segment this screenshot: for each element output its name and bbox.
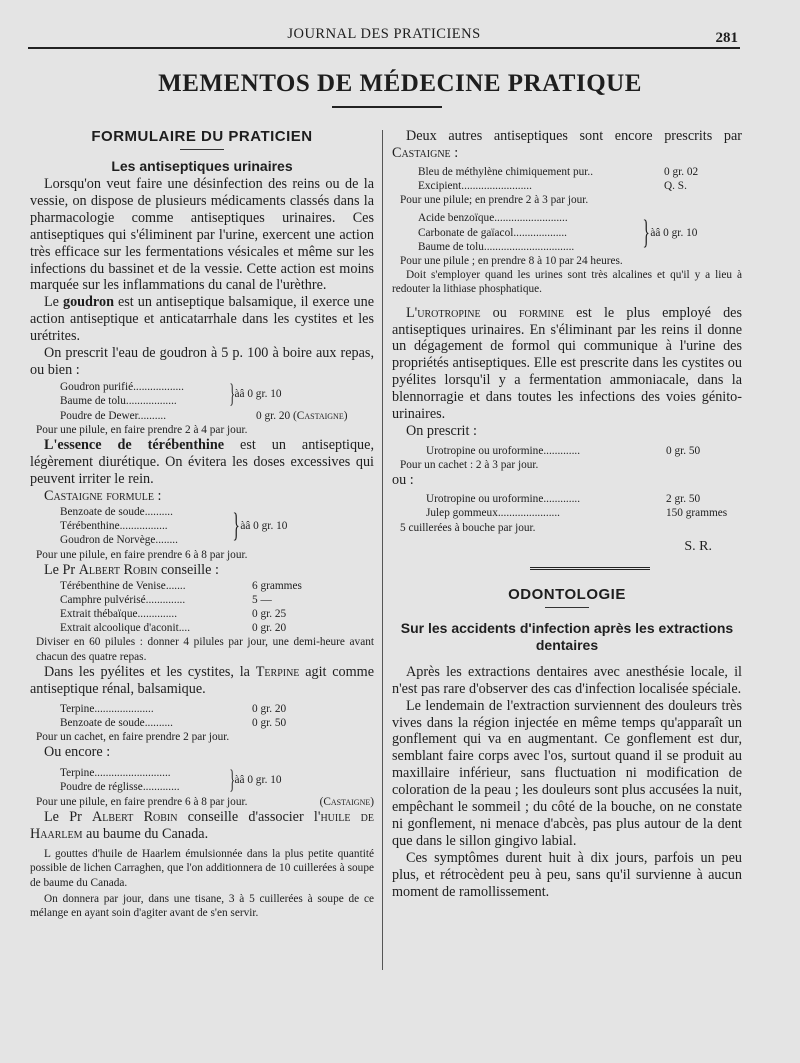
rx-quantity: 150 grammes <box>666 507 728 520</box>
paragraph: Castaigne formule : <box>44 488 162 504</box>
rx-quantity: 2 gr. 50 <box>666 493 701 506</box>
rx-note-row <box>30 795 374 809</box>
prescription-block <box>30 579 374 636</box>
paragraph: ou : <box>392 472 414 489</box>
rx-ingredient: Acide benzoïque.......................... <box>418 212 568 225</box>
section-rule <box>180 149 224 150</box>
rx-note: Pour une pilule, en faire prendre 6 à 8 par jour. <box>36 796 248 809</box>
rx-ingredient: Urotropine ou uroformine............. <box>426 493 581 506</box>
rx-quantity: 0 gr. 20 <box>252 702 287 715</box>
paragraph: Ces symptômes durent huit à dix jours, parfois un peu plus, et rétrocèdent peu à peu, sans qu'il survienne à aucun moment de ramollissement. <box>392 849 742 900</box>
paragraph: On prescrit : <box>406 422 477 439</box>
prescription-block <box>30 702 374 730</box>
column-divider <box>382 130 383 970</box>
rx-note: Diviser en 60 pilules : donner 4 pilules par jour, une demi-heure avant chacun des quatre repas. <box>36 636 374 663</box>
rx-quantity: 0 gr. 20 <box>252 622 287 635</box>
page-number: 281 <box>715 30 738 46</box>
subsection-heading: Les antiseptiques urinaires <box>111 158 293 174</box>
rx-quantity: àâ 0 gr. 10 <box>240 520 288 533</box>
rx-ingredient: Extrait alcoolique d'aconit.... <box>60 622 191 635</box>
rx-source: (Castaigne) <box>293 409 348 422</box>
paragraph: L'essence de térébenthine est un antiseptique, légèrement diurétique. On évitera les doses excessives qui peuvent irriter le rein. <box>30 437 374 488</box>
formula-note: L gouttes d'huile de Haarlem émulsionnée dans la plus petite quantité possible de lichen Carraghen, que l'on additionnera de 10 cuillerées à soupe de baume du Canada. <box>30 848 374 889</box>
rx-ingredient: Poudre de Dewer.......... <box>60 409 167 422</box>
journal-title: JOURNAL DES PRATICIENS <box>287 26 481 42</box>
rx-ingredient: Extrait thébaïque.............. <box>60 608 178 621</box>
rx-ingredient: Terpine........................... <box>60 766 171 779</box>
rx-quantity: 6 grammes <box>252 579 302 592</box>
rx-ingredient: Goudron de Norvège........ <box>60 534 178 547</box>
paragraph: Ou encore : <box>44 744 111 761</box>
rx-quantity: 0 gr. 02 <box>664 165 699 178</box>
author-signature: S. R. <box>684 538 712 554</box>
bold-term: L'essence de térébenthine <box>44 437 225 454</box>
rx-ingredient: Baume de tolu................................ <box>418 240 575 253</box>
page-title: MEMENTOS DE MÉDECINE PRATIQUE <box>158 70 642 97</box>
formula-note: On donnera par jour, dans une tisane, 3 à 5 cuillerées à soupe de ce mélange en ayant soin d'agiter avant de s'en servir. <box>30 892 374 919</box>
prescription-block <box>392 444 742 458</box>
paragraph: Dans les pyélites et les cystites, la Terpine agit comme antiseptique rénal, balsamique. <box>30 663 374 697</box>
rx-ingredient: Benzoate de soude.......... <box>60 505 173 518</box>
rx-quantity: àâ 0 gr. 10 <box>234 387 282 400</box>
rx-ingredient: Terpine..................... <box>60 702 154 715</box>
title-rule <box>332 106 442 108</box>
running-head <box>30 26 738 48</box>
section-heading-formulaire: FORMULAIRE DU PRATICIEN <box>91 128 313 145</box>
rx-quantity: àâ 0 gr. 10 <box>650 226 698 239</box>
brace-glyph: } <box>229 378 236 408</box>
rx-ingredient: Térébenthine................. <box>60 520 168 533</box>
rx-quantity: 0 gr. 50 <box>666 444 701 457</box>
rx-quantity: 0 gr. 50 <box>252 716 287 729</box>
bold-term: goudron <box>62 294 114 311</box>
prescription-block <box>30 379 374 423</box>
rx-note: Pour un cachet : 2 à 3 par jour. <box>400 459 539 472</box>
rx-ingredient: Poudre de réglisse............. <box>60 781 180 794</box>
section-separator <box>530 567 650 570</box>
right-column <box>392 128 742 901</box>
rx-note: 5 cuillerées à bouche par jour. <box>400 521 536 534</box>
rx-quantity: Q. S. <box>664 180 687 193</box>
rx-quantity: 0 gr. 20 <box>256 409 291 422</box>
rx-quantity: 5 — <box>252 593 272 606</box>
rx-ingredient: Camphre pulvérisé.............. <box>60 593 186 606</box>
paragraph: Le goudron est un antiseptique balsamique, il exerce une action antiseptique et anticatarrhale dans les cystites et les urétrites. <box>30 294 374 345</box>
rx-note: Pour une pilule; en prendre 2 à 3 par jour. <box>400 194 589 207</box>
rx-note: Pour une pilule, en faire prendre 2 à 4 par jour. <box>36 424 248 437</box>
rx-ingredient: Térébenthine de Venise....... <box>60 579 186 592</box>
rx-quantity: àâ 0 gr. 10 <box>234 774 282 787</box>
rx-note: Doit s'employer quand les urines sont très alcalines et qu'il y a lieu à redouter la lithiase phosphatique. <box>392 269 742 296</box>
rx-note: Pour une pilule, en faire prendre 6 à 8 par jour. <box>36 548 248 561</box>
paragraph: Deux autres antiseptiques sont encore prescrits par Castaigne : <box>392 128 742 161</box>
brace-glyph: } <box>642 213 650 251</box>
section-heading-odontologie: ODONTOLOGIE <box>508 585 626 603</box>
paragraph: Le Pr Albert Robin conseille : <box>44 561 219 578</box>
rx-ingredient: Baume de tolu.................. <box>60 394 177 407</box>
brace-glyph: } <box>232 507 240 545</box>
prescription-block <box>392 211 742 254</box>
paragraph: Lorsqu'on veut faire une désinfection des reins ou de la vessie, on dispose de plusieurs médicaments classés dans la pharmacologie comme antiseptiques urinaires. Ces antiseptiques qui s'éliminent par l'urine, exercent une action très efficace sur les fermentations vésicales et même sur les infections du bassinet et de la vessie. Cette action est moins marquée sur les inflammations du canal de l'urèthre. <box>30 176 374 294</box>
prescription-block <box>392 165 742 193</box>
header-rule <box>28 47 740 49</box>
rx-ingredient: Julep gommeux...................... <box>426 507 560 520</box>
left-column <box>30 128 374 920</box>
section-rule <box>545 607 589 608</box>
paragraph: Le Pr Albert Robin conseille d'associer l'huile de Haarlem au baume du Canada. <box>30 809 374 843</box>
rx-note: Pour une pilule ; en prendre 8 à 10 par 24 heures. <box>400 255 623 268</box>
brace-glyph: } <box>229 765 236 795</box>
rx-ingredient: Bleu de méthylène chimiquement pur.. <box>418 165 594 178</box>
paragraph: On prescrit l'eau de goudron à 5 p. 100 à boire aux repas, ou bien : <box>30 345 374 378</box>
rx-ingredient: Goudron purifié.................. <box>60 380 184 393</box>
rx-ingredient: Benzoate de soude.......... <box>60 716 173 729</box>
rx-source: (Castaigne) <box>319 796 374 809</box>
rx-ingredient: Carbonate de gaïacol................... <box>418 226 568 239</box>
rx-note: Pour un cachet, en faire prendre 2 par jour. <box>36 731 230 744</box>
rx-quantity: 0 gr. 25 <box>252 608 287 621</box>
prescription-block <box>30 505 374 548</box>
prescription-block <box>392 492 742 520</box>
paragraph: Le lendemain de l'extraction surviennent des douleurs très vives dans la région injectée en même temps qu'apparaît un gonflement qui va en augmentant. Ce gonflement est dur, semblant faire corps avec l'os, surtout quand il se produit au maxillaire inférieur, sans fluctuation ni modification de coloration de la peau ; les douleurs sont plus accusées la nuit, empêchant le sommeil ; du côté de la bouche, on ne constate ni gonflement, ni menace d'abcès, pas plus autour de la dent que dans le sillon gingivo labial. <box>392 697 742 849</box>
prescription-block <box>30 765 374 795</box>
rx-ingredient: Urotropine ou uroformine............. <box>426 444 581 457</box>
article-title: Sur les accidents d'infection après les extractions dentaires <box>400 619 734 653</box>
paragraph: Après les extractions dentaires avec anesthésie locale, il n'est pas rare d'observer des cas d'infection localisée spéciale. <box>392 663 742 697</box>
paragraph: L'urotropine ou formine est le plus employé des antiseptiques urinaires. En s'éliminant par les reins il donne un dégagement de formol qui communique à l'urine des propriétés antiseptiques. Elle est prescrite dans les cystites ou pyélites lorsqu'il y a fermentation ammoniacale, dans la blennorragie et dans toutes les infections des voies génito-urinaires. <box>392 304 742 423</box>
rx-ingredient: Excipient......................... <box>418 180 532 193</box>
